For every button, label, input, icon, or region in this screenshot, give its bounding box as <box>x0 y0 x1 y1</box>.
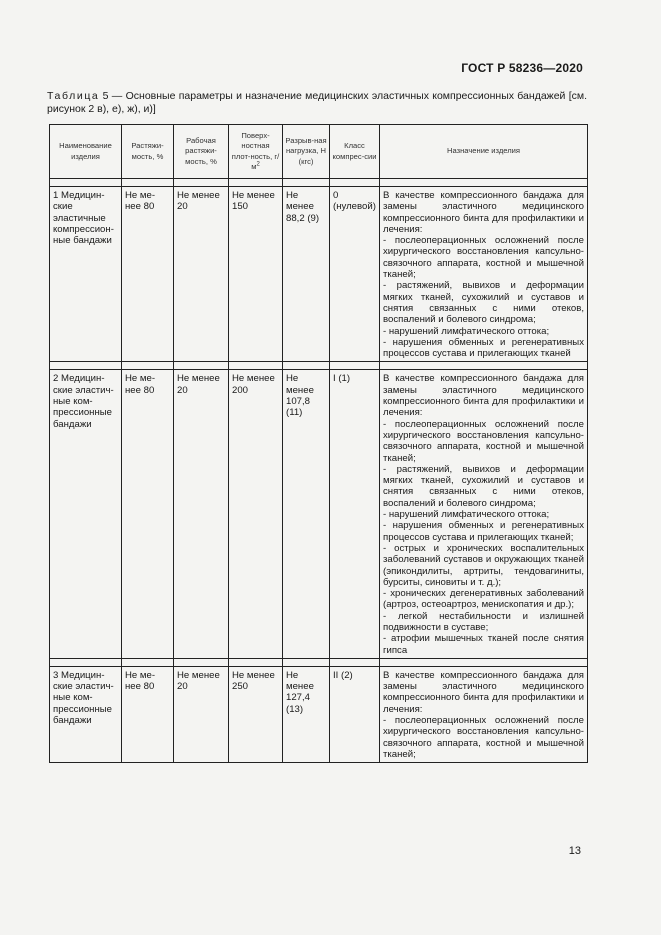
cell-density: Не менее 250 <box>229 666 283 762</box>
purpose-line: В качестве компрессионного бандажа для замены эластичного медицинского компрессионного бинта для профилактики и лечения: <box>383 373 584 419</box>
document-standard-number: ГОСТ Р 58236—2020 <box>461 61 583 75</box>
header-density-text: Поверх-ностная плот-ность, г/м <box>231 130 280 171</box>
purpose-line: - острых и хронических воспалительных заболеваний суставов и окружающих тканей (эпикондилиты, артриты, тендовагиниты, бурситы, синовиты и т. д.); <box>383 542 584 588</box>
cell-purpose <box>380 370 588 658</box>
purpose-line: - нарушений лимфатического оттока; <box>383 325 550 337</box>
cell-name: 2 Медицин-ские эластич-ные ком-прессионные бандажи <box>50 370 122 658</box>
cell-purpose <box>380 187 588 362</box>
cell-stretch: Не ме-нее 80 <box>122 187 174 362</box>
cell-class: 0 (нулевой) <box>330 187 380 362</box>
table-caption <box>47 90 587 116</box>
parameters-table <box>49 124 588 763</box>
purpose-line: - растяжений, вывихов и деформации мягких тканей, сухожилий и суставов и снятия связанных с ними отеков, воспалений и болевого синдрома; <box>383 280 584 326</box>
spacer-cell <box>283 179 330 187</box>
table-row <box>50 666 588 762</box>
header-density-sup: 2 <box>256 161 260 168</box>
spacer-cell <box>50 362 122 370</box>
cell-class: I (1) <box>330 370 380 658</box>
cell-stretch: Не ме-нее 80 <box>122 666 174 762</box>
header-stretch: Растяжи-мость, % <box>122 125 174 179</box>
spacer-cell <box>330 658 380 666</box>
cell-tensile: Не менее 88,2 (9) <box>283 187 330 362</box>
purpose-line: - послеоперационных осложнений после хирургического восстановления капсульно-связочного аппарата, костной и мышечной тканей; <box>383 715 584 760</box>
cell-purpose <box>380 666 588 762</box>
purpose-line: - послеоперационных осложнений после хирургического восстановления капсульно-связочного аппарата, костной и мышечной тканей; <box>383 418 584 464</box>
cell-stretch: Не ме-нее 80 <box>122 370 174 658</box>
caption-text: 5 — Основные параметры и назначение медицинских эластичных компрессионных бандажей [см. рисунок 2 в), е), ж), и)] <box>47 90 587 115</box>
spacer-cell <box>380 658 588 666</box>
purpose-line: - нарушения обменных и регенеративных процессов сустава и прилегающих тканей <box>383 336 584 360</box>
cell-tensile: Не менее 127,4 (13) <box>283 666 330 762</box>
spacer-cell <box>50 179 122 187</box>
spacer-cell <box>50 658 122 666</box>
purpose-line: - растяжений, вывихов и деформации мягких тканей, сухожилий и суставов и снятия связанных с ними отеков, воспалений и болевого синдрома; <box>383 463 584 509</box>
header-density <box>229 125 283 179</box>
cell-work-stretch: Не менее 20 <box>174 666 229 762</box>
purpose-line: - легкой нестабильности и излишней подвижности в суставе; <box>383 610 584 633</box>
cell-density: Не менее 150 <box>229 187 283 362</box>
spacer-cell <box>229 658 283 666</box>
purpose-line: - послеоперационных осложнений после хирургического восстановления капсульно-связочного аппарата, костной и мышечной тканей; <box>383 235 584 281</box>
cell-name: 3 Медицин-ские эластич-ные ком-прессионные бандажи <box>50 666 122 762</box>
header-name: Наименование изделия <box>50 125 122 179</box>
spacer-cell <box>174 179 229 187</box>
spacer-cell <box>122 179 174 187</box>
header-class: Класс компрес-сии <box>330 125 380 179</box>
spacer-cell <box>122 362 174 370</box>
cell-work-stretch: Не менее 20 <box>174 187 229 362</box>
spacer-cell <box>229 362 283 370</box>
header-work-stretch: Рабочая растяжи-мость, % <box>174 125 229 179</box>
purpose-line: В качестве компрессионного бандажа для замены эластичного медицинского компрессионного бинта для профилактики и лечения: <box>383 669 584 715</box>
spacer-cell <box>380 179 588 187</box>
purpose-line: - нарушений лимфатического оттока; <box>383 509 550 521</box>
spacer-cell <box>330 362 380 370</box>
cell-tensile: Не менее 107,8 (11) <box>283 370 330 658</box>
purpose-line: В качестве компрессионного бандажа для замены эластичного медицинского компрессионного бинта для профилактики и лечения: <box>383 190 584 235</box>
spacer-cell <box>283 362 330 370</box>
spacer-cell <box>283 658 330 666</box>
spacer-cell <box>380 362 588 370</box>
purpose-line: - атрофии мышечных тканей после снятия гипса <box>383 633 584 656</box>
purpose-line: - нарушения обменных и регенеративных процессов сустава и прилегающих тканей; <box>383 520 584 543</box>
spacer-cell <box>330 179 380 187</box>
table-header-row <box>50 125 588 179</box>
cell-class: II (2) <box>330 666 380 762</box>
purpose-line: - хронических дегенеративных заболеваний (артроз, остеоартроз, менископатия и др.); <box>383 588 584 611</box>
caption-label: Таблица <box>47 90 100 102</box>
cell-density: Не менее 200 <box>229 370 283 658</box>
table-row <box>50 370 588 658</box>
spacer-cell <box>174 658 229 666</box>
spacer-cell <box>229 179 283 187</box>
header-tensile: Разрыв-ная нагрузка, Н (кгс) <box>283 125 330 179</box>
row-spacer <box>50 362 588 370</box>
spacer-cell <box>174 362 229 370</box>
row-spacer <box>50 179 588 187</box>
cell-work-stretch: Не менее 20 <box>174 370 229 658</box>
spacer-cell <box>122 658 174 666</box>
page-number: 13 <box>568 845 581 857</box>
table-row <box>50 187 588 362</box>
cell-name: 1 Медицин-ские эластичные компрессион-ные бандажи <box>50 187 122 362</box>
row-spacer <box>50 658 588 666</box>
header-purpose: Назначение изделия <box>380 125 588 179</box>
